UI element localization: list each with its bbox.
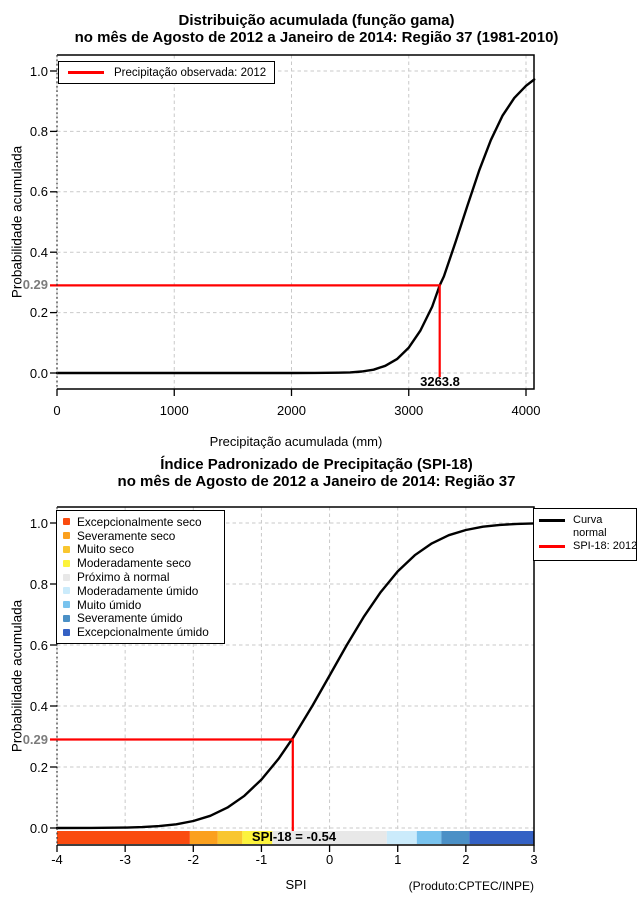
chart1-legend-label: Precipitação observada: 2012 (114, 66, 267, 79)
category-label: Moderadamente seco (77, 556, 192, 571)
red-line-sample (539, 545, 565, 548)
legend-item (63, 598, 224, 612)
chart1-y-tick-label: 0.8 (29, 123, 48, 139)
legend-item (539, 514, 633, 540)
chart2-y-tick-label: 1.0 (29, 515, 48, 531)
spi-colorbar-segment (417, 831, 442, 844)
legend-item (63, 529, 224, 543)
category-color-swatch (63, 560, 70, 567)
product-credit: (Produto:CPTEC/INPE) (408, 879, 534, 893)
red-line-sample (68, 71, 104, 74)
chart1-highlight-probability-label: 0.29 (22, 277, 48, 292)
chart1-y-tick-label: 0.6 (29, 184, 48, 200)
category-label: Excepcionalmente seco (77, 514, 202, 529)
category-color-swatch (63, 546, 70, 553)
chart1-x-tick-label: 3000 (394, 403, 424, 418)
chart1-title-line2: no mês de Agosto de 2012 a Janeiro de 2014: Região 37 (1981-2010) (74, 29, 559, 46)
category-color-swatch (63, 532, 70, 539)
chart1-x-tick-label: 1000 (159, 403, 189, 418)
category-color-swatch (63, 615, 70, 622)
category-label: Severamente úmido (77, 611, 183, 626)
category-color-swatch (63, 629, 70, 636)
chart1-observed-precipitation-lines (50, 285, 440, 377)
chart2-highlight-probability-label: 0.29 (22, 732, 48, 747)
legend-item (63, 556, 224, 570)
chart1-gamma-cdf-curve (57, 80, 534, 374)
spi-colorbar-segment (190, 831, 218, 844)
chart1-y-tick-label: 0.2 (29, 305, 48, 321)
chart2-y-tick-label: 0.8 (29, 576, 48, 592)
chart2-x-axis-label: SPI (285, 877, 307, 892)
spi-colorbar-segment (57, 831, 190, 844)
chart1-plot-area (50, 55, 534, 396)
spi-colorbar-segment (469, 831, 534, 844)
category-color-swatch (63, 518, 70, 525)
chart2-x-tick-label: 3 (530, 852, 538, 867)
chart2-y-tick-label: 0.6 (29, 637, 48, 653)
legend-item (63, 570, 224, 584)
legend-item (539, 540, 638, 553)
chart1-legend (58, 61, 275, 84)
chart1-x-tick-label: 2000 (277, 403, 306, 418)
category-label: Próximo à normal (77, 570, 170, 585)
black-line-sample (539, 519, 565, 522)
chart1-x-tick-label: 4000 (511, 403, 541, 418)
chart2-series-legend (533, 508, 637, 561)
legend-item (63, 612, 224, 626)
chart1-x-axis-label: Precipitação acumulada (mm) (209, 434, 383, 449)
chart2-title-line2: no mês de Agosto de 2012 a Janeiro de 2014: Região 37 (117, 473, 516, 490)
chart1-highlight-value-label: 3263.8 (420, 374, 460, 389)
chart2-title-line1: Índice Padronizado de Precipitação (SPI-18) (160, 456, 473, 473)
category-color-swatch (63, 601, 70, 608)
chart2-y-tick-label: 0.2 (29, 759, 48, 775)
category-label: Severamente seco (77, 528, 176, 543)
chart2-x-tick-label: 0 (325, 852, 334, 867)
chart1-y-tick-label: 1.0 (29, 63, 48, 79)
chart1-title-line1: Distribuição acumulada (função gama) (178, 12, 455, 29)
chart1-y-tick-label: 0.4 (29, 244, 48, 260)
series-label: SPI-18: 2012 (573, 540, 638, 552)
category-label: Excepcionalmente úmido (77, 625, 209, 640)
spi-colorbar-segment (387, 831, 417, 844)
spi-colorbar-segment (218, 831, 243, 844)
chart2-y-tick-label: 0.4 (29, 698, 48, 714)
legend-item (63, 625, 224, 639)
chart2-x-tick-label: -2 (187, 852, 200, 867)
chart2-category-legend (56, 510, 225, 644)
category-color-swatch (63, 574, 70, 581)
chart2-y-tick-label: 0.0 (29, 820, 48, 836)
category-label: Muito seco (77, 542, 135, 557)
chart2-x-tick-label: -1 (255, 852, 268, 867)
chart1-y-tick-label: 0.0 (29, 365, 48, 381)
legend-item (63, 543, 224, 557)
legend-item (63, 515, 224, 529)
series-label: Curva normal (573, 514, 607, 539)
chart2-x-tick-label: -3 (119, 852, 131, 867)
legend-item (63, 584, 224, 598)
chart2-x-tick-label: -4 (51, 852, 63, 867)
category-label: Moderadamente úmido (77, 583, 199, 598)
chart2-x-tick-label: 2 (462, 852, 470, 867)
spi-colorbar-segment (441, 831, 469, 844)
chart1-y-axis-label: Probabilidade acumulada (9, 145, 25, 299)
chart2-y-axis-label: Probabilidade acumulada (9, 599, 25, 753)
chart1-x-tick-label: 0 (53, 403, 61, 418)
category-label: Muito úmido (77, 597, 142, 612)
chart2-x-tick-label: 1 (394, 852, 402, 867)
category-color-swatch (63, 587, 70, 594)
chart2-spi-value-label: SPI-18 = -0.54 (251, 829, 337, 844)
